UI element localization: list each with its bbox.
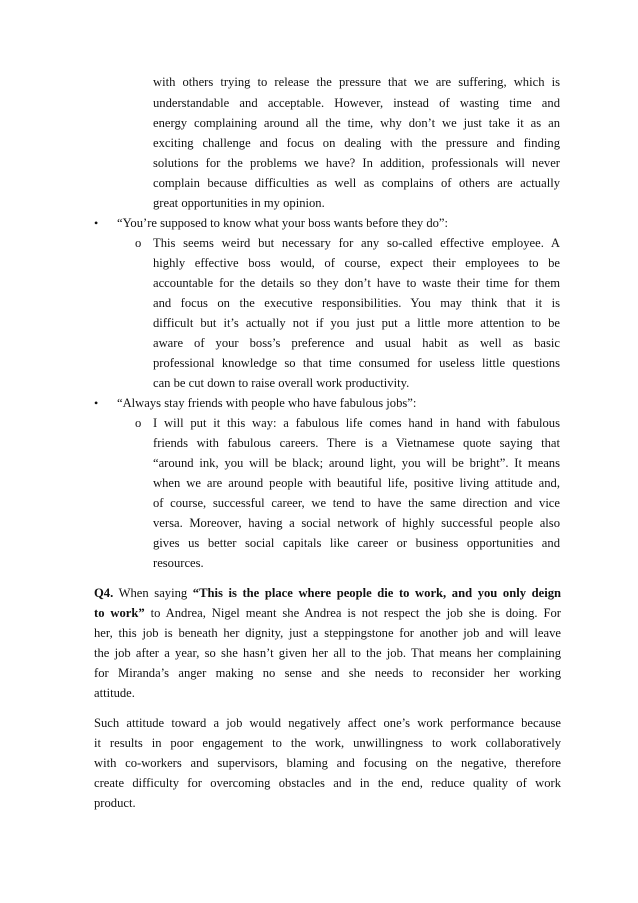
text-line: the job after a year, so she hasn’t given her all to the job. That means her complaining	[94, 646, 561, 660]
text-line: her, this job is beneath her dignity, just a steppingstone for another job and will leave	[94, 626, 561, 640]
text-line: great opportunities in my opinion.	[153, 196, 325, 210]
text-line: energy complaining around all the time, why don’t we just take it as an	[153, 116, 560, 130]
text-line: This seems weird but necessary for any so-called effective employee. A	[153, 236, 560, 250]
q4-second-rest: to Andrea, Nigel meant she Andrea is not respect the job she is doing. For	[144, 606, 561, 620]
text-line: Such attitude toward a job would negatively affect one’s work performance because	[94, 716, 561, 730]
text-line: product.	[94, 796, 136, 810]
text-line: can be cut down to raise overall work productivity.	[153, 376, 410, 390]
text-line: gives us better social capitals like career or business opportunities and	[153, 536, 560, 550]
text-line: complain because difficulties as well as complains of others are actually	[153, 176, 560, 190]
text-line: exciting challenge and focus on dealing with the pressure and finding	[153, 136, 560, 150]
text-line: difficult but it’s actually not if you just put a little more attention to be	[153, 316, 560, 330]
q4-second-line	[94, 606, 561, 621]
bullet-marker: •	[94, 216, 99, 230]
bullet-marker: •	[94, 396, 99, 410]
sub-bullet-marker: o	[135, 416, 142, 430]
bullet-heading: “You’re supposed to know what your boss wants before they do”:	[117, 216, 449, 230]
text-line: “around ink, you will be black; around light, you will be bright”. It means	[153, 456, 560, 470]
text-line: versa. Moreover, having a social network of highly successful people also	[153, 516, 560, 530]
q4-lead: When saying	[113, 586, 193, 600]
text-line: create difficulty for overcoming obstacles and in the end, reduce quality of work	[94, 776, 561, 790]
text-line: for Miranda’s anger making no sense and she needs to reconsider her working	[94, 666, 561, 680]
text-line: of course, successful career, we tend to have the same direction and vice	[153, 496, 560, 510]
text-line: when we are around people with beautiful life, positive living attitude and,	[153, 476, 560, 490]
sub-bullet-marker: o	[135, 236, 142, 250]
text-line: understandable and acceptable. However, instead of wasting time and	[153, 96, 560, 110]
text-line: professional knowledge so that time consumed for useless little questions	[153, 356, 560, 370]
q4-first-line	[94, 586, 561, 601]
text-line: with others trying to release the pressure that we are suffering, which is	[153, 75, 560, 89]
text-line: resources.	[153, 556, 204, 570]
text-line: attitude.	[94, 686, 135, 700]
text-line: and focus on the executive responsibilities. You may think that it is	[153, 296, 560, 310]
text-line: highly effective boss would, of course, expect their employees to be	[153, 256, 560, 270]
text-line: solutions for the problems we have? In addition, professionals will never	[153, 156, 560, 170]
text-line: accountable for the details so they don’t have to waste their time for them	[153, 276, 560, 290]
q4-label: Q4.	[94, 586, 114, 600]
text-line: I will put it this way: a fabulous life comes hand in hand with fabulous	[153, 416, 560, 430]
bullet-heading: “Always stay friends with people who have fabulous jobs”:	[117, 396, 417, 410]
q4-quote-part1: “This is the place where people die to work, and you only deign	[192, 586, 561, 600]
q4-quote-part2: to work”	[94, 606, 145, 620]
text-line: it results in poor engagement to the work, unwillingness to work collaboratively	[94, 736, 561, 750]
text-line: aware of your boss’s preference and usual habit as well as basic	[153, 336, 560, 350]
text-line: friends with fabulous careers. There is a Vietnamese quote saying that	[153, 436, 560, 450]
text-line: with co-workers and supervisors, blaming and focusing on the negative, therefore	[94, 756, 561, 770]
